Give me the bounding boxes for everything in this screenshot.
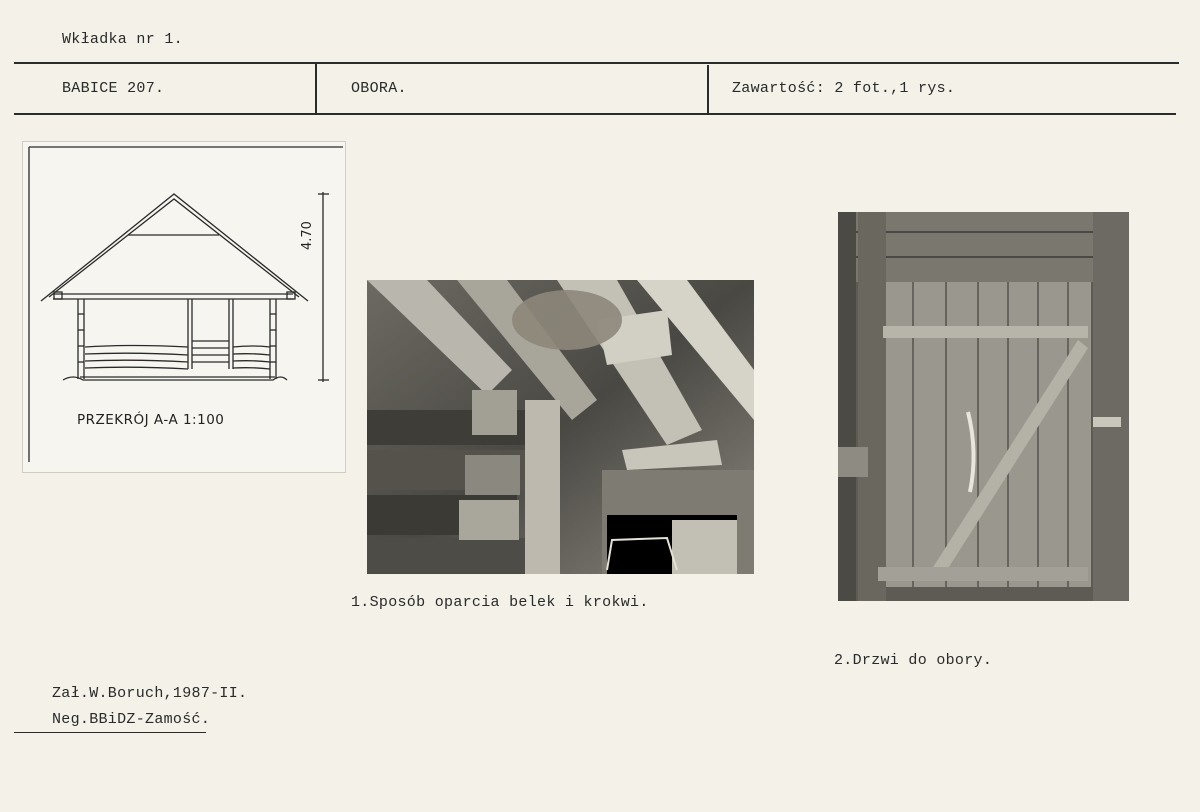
photo-1-caption: 1.Sposób oparcia belek i krokwi. <box>351 594 649 611</box>
author-note: Zał.W.Boruch,1987-II. <box>52 685 248 702</box>
cross-section-drawing <box>22 141 346 473</box>
photo-beams-and-rafters <box>367 280 754 574</box>
header-divider-2 <box>707 65 709 113</box>
photo-2-caption: 2.Drzwi do obory. <box>834 652 993 669</box>
object-field: OBORA. <box>351 80 407 97</box>
height-dimension-label: 4.70 <box>300 221 315 250</box>
header-bottom-rule <box>14 113 1176 115</box>
negative-note: Neg.BBiDZ-Zamość. <box>52 711 211 728</box>
footer-rule <box>14 732 206 733</box>
insert-label: Wkładka nr 1. <box>62 31 183 48</box>
contents-field: Zawartość: 2 fot.,1 rys. <box>732 80 956 97</box>
header-divider-1 <box>315 63 317 113</box>
photo-barn-door <box>838 212 1129 601</box>
drawing-caption: PRZEKRÓJ A-A 1:100 <box>77 412 225 428</box>
header-top-rule <box>14 62 1179 64</box>
location-field: BABICE 207. <box>62 80 165 97</box>
